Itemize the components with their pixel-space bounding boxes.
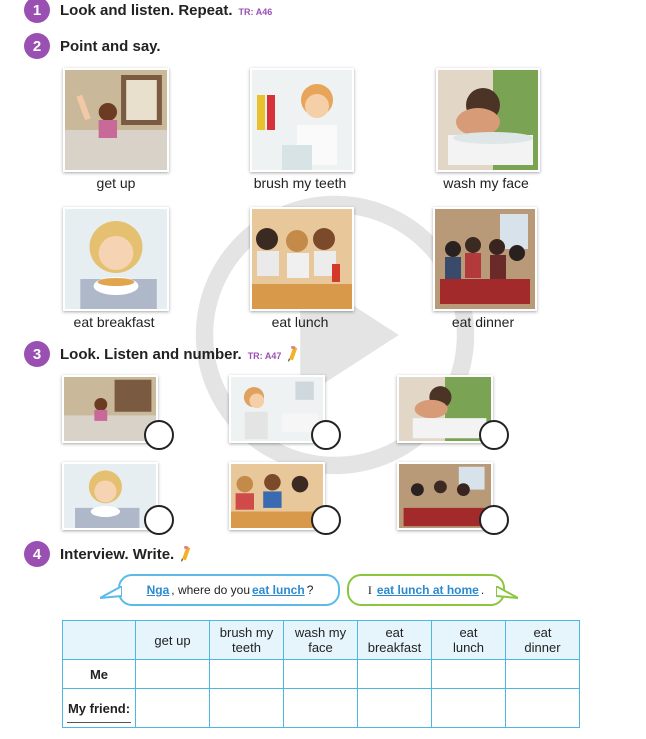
section-4-number: 4 bbox=[24, 541, 50, 567]
table-header-eat-breakfast: eat breakfast bbox=[358, 621, 432, 660]
table-cell[interactable] bbox=[136, 689, 210, 728]
table-cell[interactable] bbox=[210, 660, 284, 689]
table-header-empty bbox=[63, 621, 136, 660]
section-3-number: 3 bbox=[24, 341, 50, 367]
pencil-icon bbox=[287, 346, 299, 362]
answer-speech-bubble bbox=[347, 574, 505, 606]
eat-breakfast-photo bbox=[63, 207, 169, 311]
table-header-brush-teeth: brush my teeth bbox=[210, 621, 284, 660]
friend-name-line bbox=[67, 722, 131, 723]
caption-get-up: get up bbox=[96, 175, 136, 191]
section-1-track: TR: A46 bbox=[238, 6, 273, 17]
section-2-title: Point and say. bbox=[60, 37, 161, 55]
table-cell[interactable] bbox=[358, 689, 432, 728]
answer-bubble-tail bbox=[496, 586, 518, 600]
table-header-row bbox=[63, 621, 580, 660]
question-speech-bubble bbox=[118, 574, 340, 606]
question-answer-fill: eat lunch bbox=[252, 583, 305, 597]
question-name-fill: Nga bbox=[146, 583, 170, 597]
question-bubble-tail bbox=[100, 586, 122, 600]
eat-lunch-photo bbox=[250, 207, 354, 311]
table-cell[interactable] bbox=[284, 660, 358, 689]
table-cell[interactable] bbox=[506, 660, 580, 689]
section-3-track: TR: A47 bbox=[247, 350, 282, 361]
question-end-text: ? bbox=[306, 583, 314, 597]
answer-fill: eat lunch at home bbox=[376, 583, 479, 597]
section-1-title: Look and listen. Repeat. bbox=[60, 1, 233, 19]
table-cell[interactable] bbox=[136, 660, 210, 689]
section-3-heading bbox=[24, 341, 299, 367]
section-3-title: Look. Listen and number. bbox=[60, 345, 242, 363]
pencil-icon bbox=[180, 546, 192, 562]
answer-prefix: I bbox=[367, 582, 372, 597]
section-1-number: 1 bbox=[24, 0, 50, 23]
table-header-get-up: get up bbox=[136, 621, 210, 660]
table-header-wash-face: wash my face bbox=[284, 621, 358, 660]
table-cell[interactable] bbox=[358, 660, 432, 689]
table-cell[interactable] bbox=[210, 689, 284, 728]
table-cell[interactable] bbox=[432, 689, 506, 728]
wash-my-face-photo bbox=[436, 68, 540, 172]
get-up-photo bbox=[63, 68, 169, 172]
table-cell[interactable] bbox=[284, 689, 358, 728]
section-4-title: Interview. Write. bbox=[60, 545, 175, 563]
answer-circle-1[interactable] bbox=[144, 420, 174, 450]
answer-circle-2[interactable] bbox=[311, 420, 341, 450]
table-header-eat-dinner: eat dinner bbox=[506, 621, 580, 660]
caption-wash-my-face: wash my face bbox=[443, 175, 529, 191]
interview-table bbox=[62, 620, 580, 728]
row-label-me: Me bbox=[63, 660, 136, 689]
table-row bbox=[63, 689, 580, 728]
caption-eat-breakfast: eat breakfast bbox=[73, 314, 155, 330]
caption-eat-lunch: eat lunch bbox=[271, 314, 329, 330]
answer-circle-6[interactable] bbox=[479, 505, 509, 535]
table-row bbox=[63, 660, 580, 689]
caption-brush-my-teeth: brush my teeth bbox=[253, 175, 347, 191]
row-label-my-friend[interactable]: My friend: bbox=[63, 689, 136, 728]
table-cell[interactable] bbox=[506, 689, 580, 728]
brush-my-teeth-photo bbox=[250, 68, 354, 172]
table-header-eat-lunch: eat lunch bbox=[432, 621, 506, 660]
section-1-heading bbox=[24, 0, 272, 23]
eat-dinner-photo bbox=[433, 207, 537, 311]
answer-circle-5[interactable] bbox=[311, 505, 341, 535]
answer-circle-3[interactable] bbox=[479, 420, 509, 450]
section-4-heading bbox=[24, 541, 192, 567]
table-cell[interactable] bbox=[432, 660, 506, 689]
answer-end: . bbox=[480, 583, 485, 597]
section-2-number: 2 bbox=[24, 33, 50, 59]
answer-circle-4[interactable] bbox=[144, 505, 174, 535]
caption-eat-dinner: eat dinner bbox=[451, 314, 515, 330]
section-2-heading bbox=[24, 33, 161, 59]
question-middle-text: , where do you bbox=[171, 583, 250, 597]
